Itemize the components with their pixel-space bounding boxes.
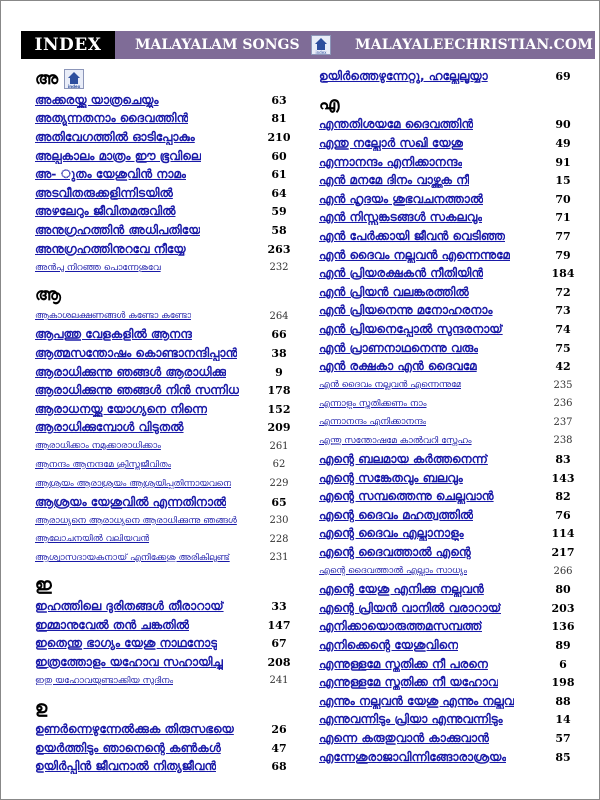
song-title-link[interactable]: എന്തതിശയമേ ദൈവത്തിൻ — [319, 117, 474, 132]
song-title-link[interactable]: എൻ രക്ഷകാ എൻ ദൈവമേ — [319, 359, 477, 374]
song-row — [35, 128, 297, 147]
song-row — [319, 562, 581, 581]
song-number: 263 — [267, 242, 291, 256]
home-logo-icon[interactable]: index — [311, 35, 331, 55]
song-title-link[interactable]: എന്റെ സമ്പത്തെന്നു ചെല്ലുവാൻ — [319, 489, 494, 504]
song-number: 230 — [269, 515, 289, 527]
song-title-link[interactable]: എന്നുള്ളമേ സ്തുതിക്ക നീ യഹോവ — [319, 675, 499, 690]
section-heading — [35, 283, 297, 307]
song-title-link[interactable]: ആരാധ്യനെ ആരാധ്യനെ ആരാധിക്കുന്നു ഞങ്ങൾ — [35, 515, 237, 526]
song-title-link[interactable]: അഴലേറും ജീവിതമരുവിൽ — [35, 204, 176, 219]
song-number: 63 — [271, 93, 287, 107]
song-row — [319, 171, 581, 190]
song-row — [319, 729, 581, 748]
song-row — [319, 673, 581, 692]
site-link[interactable]: MALAYALEECHRISTIAN.COM — [355, 37, 594, 53]
song-row — [35, 400, 297, 419]
song-number: 69 — [555, 69, 571, 83]
song-title-link[interactable]: അൻപു നിറഞ്ഞ പൊന്നേശുവേ — [35, 262, 161, 273]
section-letter: എ — [319, 93, 340, 114]
song-row — [319, 506, 581, 525]
song-row — [319, 748, 581, 767]
song-title-link[interactable]: ഉയർത്തിടും ഞാനെന്റെ കൺകൾ — [35, 740, 221, 755]
song-row — [35, 739, 297, 758]
song-title-link[interactable]: ആരാധിക്കുന്നു ഞങ്ങൾ നിൻ സന്നിധ — [35, 383, 240, 398]
song-number: 83 — [555, 453, 571, 467]
song-number: 152 — [267, 402, 291, 416]
song-title-link[interactable]: ആത്മസന്തോഷം കൊണ്ടാനന്ദിപ്പാൻ — [35, 345, 238, 360]
song-number: 81 — [271, 112, 287, 126]
song-row — [35, 549, 297, 568]
song-row — [319, 432, 581, 451]
song-row — [319, 395, 581, 414]
song-number: 67 — [271, 637, 287, 651]
song-title-link[interactable]: എന്നും നല്ലവൻ യേശു എന്നും നല്ലവ — [319, 693, 515, 708]
section-letter: ആ — [35, 284, 61, 305]
song-number: 49 — [555, 136, 571, 150]
song-title-link[interactable]: എനിക്കായൊരുത്തമസമ്പത്ത് — [319, 619, 483, 634]
section-letter: അ — [35, 69, 59, 89]
song-number: 60 — [271, 149, 287, 163]
song-number: 241 — [269, 675, 289, 687]
song-row — [319, 692, 581, 711]
song-title-link[interactable]: എൻ പ്രിയരക്ഷകൻ നീതിയിൻ — [319, 266, 484, 281]
song-number: 66 — [271, 328, 287, 342]
song-title-link[interactable]: എന്റെ ദൈവത്താൽ എന്റെ — [319, 545, 471, 560]
index-label: INDEX — [21, 31, 115, 59]
song-title-link[interactable]: എന്നുള്ളമേ സ്തുതിക്ക നീ പരനെ — [319, 656, 488, 671]
song-number: 85 — [555, 750, 571, 764]
song-number: 62 — [272, 459, 286, 471]
song-title-link[interactable]: എന്റെ ദൈവം എല്ലാനാളും — [319, 526, 464, 541]
song-row — [35, 110, 297, 129]
song-number: 232 — [269, 262, 289, 274]
song-row — [35, 720, 297, 739]
song-title-link[interactable]: ഉയിർപ്പിൻ ജീവനാൽ നിത്യജീവൻ — [35, 759, 217, 774]
song-title-link[interactable]: അല്പകാലം മാത്രം ഈ ഭൂവിലെ — [35, 148, 202, 163]
song-title-link[interactable]: ആശ്വാസദായകനായ് എനിക്കേശു അരികിലുണ്ട് — [35, 552, 230, 563]
song-title-link[interactable]: എന്നുവന്നിടും പ്രിയാ എന്നുവന്നിടും — [319, 712, 503, 727]
song-row — [319, 246, 581, 265]
home-logo-icon[interactable]: index — [64, 69, 84, 89]
song-row — [35, 634, 297, 653]
song-row — [319, 636, 581, 655]
song-row — [319, 357, 581, 376]
song-title-link[interactable]: ആനന്ദം ആനന്ദമേ ക്രിസ്തുജീവിതം — [35, 459, 172, 470]
song-title-link[interactable]: ആരാധിക്കുന്നു ഞങ്ങൾ ആരാധിക്കു — [35, 364, 227, 379]
song-row — [319, 209, 581, 228]
song-number: 70 — [555, 192, 571, 206]
right-column — [319, 67, 581, 766]
song-title-link[interactable]: ആരാധനയ്ക്കു യോഗ്യനെ നിന്നെ — [35, 401, 208, 416]
song-title-link[interactable]: എൻ ഹൃദയം ശുഭവചനത്താൽ — [319, 191, 484, 206]
song-row — [319, 264, 581, 283]
song-number: 235 — [553, 379, 573, 391]
song-title-link[interactable]: എന്റെ സങ്കേതവും ബലവും — [319, 470, 463, 485]
song-number: 231 — [269, 552, 289, 564]
song-number: 68 — [271, 760, 287, 774]
song-row — [319, 618, 581, 637]
song-title-link[interactable]: എന്റെ ദൈവം മഹത്വത്തിൽ — [319, 507, 474, 522]
song-title-link[interactable]: അ- ുതം യേശുവിൻ നാമം — [35, 167, 187, 182]
header-bar — [21, 31, 595, 59]
song-row — [319, 413, 581, 432]
song-row — [35, 165, 297, 184]
song-title-link[interactable]: ആശ്രയം യേശുവിൽ എന്നതിനാൽ — [35, 494, 227, 509]
song-row — [35, 221, 297, 240]
song-title-link[interactable]: ഇഹത്തിലെ ദുരിതങ്ങൾ തീരാറായ് — [35, 599, 224, 614]
song-number: 58 — [271, 223, 287, 237]
song-row — [319, 711, 581, 730]
song-number: 88 — [555, 694, 571, 708]
song-row — [319, 580, 581, 599]
song-number: 38 — [271, 346, 287, 360]
song-title-link[interactable]: അക്കരയ്ക്കു യാത്രചെയ്യും — [35, 92, 159, 107]
song-title-link[interactable]: എന്റെ ബലമായ കർത്തനെന്ന് — [319, 452, 488, 467]
song-row — [319, 450, 581, 469]
song-title-link[interactable]: എനിക്കെന്റെ യേശുവിനെ — [319, 638, 459, 653]
song-row — [319, 283, 581, 302]
section-heading — [35, 67, 297, 91]
song-row — [319, 153, 581, 172]
song-row — [319, 302, 581, 321]
song-number: 79 — [555, 248, 571, 262]
song-number: 209 — [267, 421, 291, 435]
song-number: 147 — [267, 618, 291, 632]
song-row — [35, 258, 297, 277]
section-heading — [319, 92, 581, 116]
song-row — [319, 487, 581, 506]
song-title-link[interactable]: ആരാധിക്കുമ്പോൾ വിടുതൽ — [35, 420, 184, 435]
song-number: 57 — [555, 731, 571, 745]
song-number: 76 — [555, 508, 571, 522]
song-number: 33 — [271, 600, 287, 614]
song-title-link[interactable]: ഉയിർത്തെഴുന്നേറ്റു, ഹല്ലേലൂയ്യാ — [319, 68, 488, 83]
song-row — [319, 376, 581, 395]
song-title-link[interactable]: എൻ പ്രാണനാഥനെന്നു വരും — [319, 340, 479, 355]
song-number: 198 — [551, 676, 575, 690]
song-row — [319, 190, 581, 209]
song-number: 80 — [555, 583, 571, 597]
song-number: 91 — [555, 155, 571, 169]
section-letter: ഇ — [35, 575, 52, 596]
song-number: 236 — [553, 398, 573, 410]
song-number: 26 — [271, 723, 287, 737]
song-number: 217 — [551, 546, 575, 560]
song-row — [319, 116, 581, 135]
song-row — [35, 437, 297, 456]
song-row — [319, 469, 581, 488]
song-title-link[interactable]: ഇത്രത്തോളം യഹോവ സഹായിച്ചു — [35, 654, 223, 669]
song-title-link[interactable]: അനുഗ്രഹത്തിൻ അധിപതിയേ — [35, 222, 201, 237]
song-row — [35, 597, 297, 616]
song-row — [35, 653, 297, 672]
song-row — [35, 363, 297, 382]
song-number: 203 — [551, 601, 575, 615]
song-row — [35, 326, 297, 345]
song-row — [319, 320, 581, 339]
song-title-link[interactable]: ഇതു യഹോവയുണ്ടാക്കിയ സുദിനം — [35, 675, 174, 686]
song-row — [35, 672, 297, 691]
song-row — [35, 757, 297, 776]
song-number: 238 — [553, 435, 573, 447]
song-row — [319, 525, 581, 544]
song-number: 6 — [559, 657, 567, 671]
song-title-link[interactable]: എന്റെ ദൈവത്താൽ എല്ലാം സാധ്യം — [319, 566, 467, 577]
song-number: 264 — [269, 310, 289, 322]
song-number: 89 — [555, 639, 571, 653]
song-number: 74 — [555, 322, 571, 336]
song-number: 59 — [271, 205, 287, 219]
song-row — [35, 419, 297, 438]
song-number: 42 — [555, 360, 571, 374]
song-number: 75 — [555, 341, 571, 355]
song-title-link[interactable]: അനുഗ്രഹത്തിനുറവേ നീയ്യേ — [35, 241, 186, 256]
song-number: 210 — [267, 130, 291, 144]
song-title-link[interactable]: എൻ പ്രിയനെന്നു മനോഹരനാം — [319, 303, 493, 318]
song-title-link[interactable]: എന്നാളും സ്തുതിക്കണം നാം — [319, 398, 427, 409]
song-row — [319, 543, 581, 562]
song-row — [319, 134, 581, 153]
song-number: 136 — [551, 620, 575, 634]
song-number: 237 — [553, 416, 573, 428]
song-row — [319, 339, 581, 358]
song-title-link[interactable]: എന്നാനന്ദം എനിക്കാനന്ദം — [319, 417, 427, 428]
song-number: 266 — [553, 565, 573, 577]
song-row — [35, 344, 297, 363]
song-number: 228 — [269, 533, 289, 545]
song-title-link[interactable]: എൻ ദൈവം നല്ലവൻ എന്നെന്നുമേ — [319, 380, 462, 391]
song-title-link[interactable]: എൻ പ്രിയനെപ്പോൽ സുന്ദരനായ് — [319, 321, 503, 336]
song-row — [319, 655, 581, 674]
song-number: 64 — [271, 186, 287, 200]
header-title: MALAYALAM SONGS — [135, 37, 300, 53]
section-heading — [35, 696, 297, 720]
song-number: 229 — [269, 478, 289, 490]
song-number: 77 — [555, 229, 571, 243]
song-row — [35, 307, 297, 326]
song-title-link[interactable]: എന്നാനന്ദം എനിക്കാനന്ദം — [319, 154, 463, 169]
song-title-link[interactable]: എന്നെ കരുതുവാൻ കാക്കുവാൻ — [319, 730, 489, 745]
song-row — [35, 493, 297, 512]
song-title-link[interactable]: അതിവേഗത്തിൽ ഓടിപ്പോകും — [35, 129, 195, 144]
song-title-link[interactable]: ആലോചനയിൽ വലിയവൻ — [35, 534, 150, 545]
song-title-link[interactable]: എന്തു സന്തോഷമേ കാൽവറി സ്നേഹം — [319, 435, 472, 446]
song-title-link[interactable]: എൻ പ്രിയൻ വലങ്കരത്തിൽ — [319, 284, 469, 299]
song-title-link[interactable]: ആരാധിക്കാം നമുക്കാരാധിക്കാം — [35, 441, 161, 452]
song-row — [35, 474, 297, 493]
song-number: 90 — [555, 118, 571, 132]
song-title-link[interactable]: എന്റെ പ്രിയൻ വാനിൽ വരാറായ് — [319, 600, 502, 615]
song-title-link[interactable]: ആശ്രയം ആരാശ്രയം ആശ്രയിപ്പതിന്നായവനെ — [35, 478, 232, 489]
song-number: 73 — [555, 304, 571, 318]
song-row — [35, 147, 297, 166]
song-title-link[interactable]: എന്നേശുരാജാവിന്നിങ്ങോരാശ്രയം — [319, 749, 507, 764]
song-number: 15 — [555, 174, 571, 188]
section-letter: ഉ — [35, 698, 48, 719]
song-number: 47 — [271, 741, 287, 755]
song-title-link[interactable]: ഇതെന്തു ഭാഗ്യം യേശു നാഥനോടു — [35, 636, 218, 651]
song-row — [35, 530, 297, 549]
song-row — [35, 240, 297, 259]
song-title-link[interactable]: എന്റെ യേശു എനിക്കു നല്ലവൻ — [319, 582, 484, 597]
song-row — [35, 456, 297, 475]
song-title-link[interactable]: എൻ ദൈവം നല്ലവൻ എന്നെന്നുമേ — [319, 247, 511, 262]
song-title-link[interactable]: ആപത്തു വേളകളിൽ ആനന്ദ — [35, 327, 192, 342]
left-column — [35, 67, 297, 776]
song-number: 72 — [555, 285, 571, 299]
song-row — [319, 599, 581, 618]
song-number: 114 — [551, 527, 575, 541]
song-title-link[interactable]: എൻ മനമേ ദിനം വാഴ്ത്തുക നീ — [319, 173, 470, 188]
song-title-link[interactable]: എന്തു നല്ലോർ സഖി യേശു — [319, 135, 464, 150]
song-number: 143 — [551, 471, 575, 485]
song-title-link[interactable]: ഉണർന്നെഴുന്നേൽക്കുക തിരുസഭയെ — [35, 722, 234, 737]
song-row — [35, 381, 297, 400]
song-number: 71 — [555, 211, 571, 225]
song-row — [35, 184, 297, 203]
song-row — [35, 203, 297, 222]
song-number: 184 — [551, 267, 575, 281]
song-row — [35, 91, 297, 110]
song-number: 82 — [555, 490, 571, 504]
song-row — [35, 511, 297, 530]
song-number: 14 — [555, 713, 571, 727]
section-heading — [35, 573, 297, 597]
song-number: 61 — [271, 168, 287, 182]
song-title-link[interactable]: ആകാശലക്ഷണങ്ങൾ കണ്ടോ കണ്ടോ — [35, 311, 192, 322]
song-number: 65 — [271, 495, 287, 509]
song-number: 178 — [267, 384, 291, 398]
song-title-link[interactable]: എൻ നിസ്സങ്കടങ്ങൾ സകലവും — [319, 210, 483, 225]
song-number: 208 — [267, 655, 291, 669]
song-row — [35, 616, 297, 635]
song-title-link[interactable]: ഇമ്മാനുവേൽ തൻ ചങ്കതിൽ — [35, 617, 190, 632]
song-number: 261 — [269, 440, 289, 452]
song-title-link[interactable]: അടവീതരുക്കളിന്നിടയിൽ — [35, 185, 173, 200]
song-title-link[interactable]: എൻ പേർക്കായി ജീവൻ വെടിഞ്ഞ — [319, 228, 505, 243]
song-row — [319, 67, 581, 86]
song-title-link[interactable]: അത്യുന്നതനാം ദൈവത്തിൻ — [35, 111, 189, 126]
song-row — [319, 227, 581, 246]
song-number: 9 — [275, 365, 283, 379]
